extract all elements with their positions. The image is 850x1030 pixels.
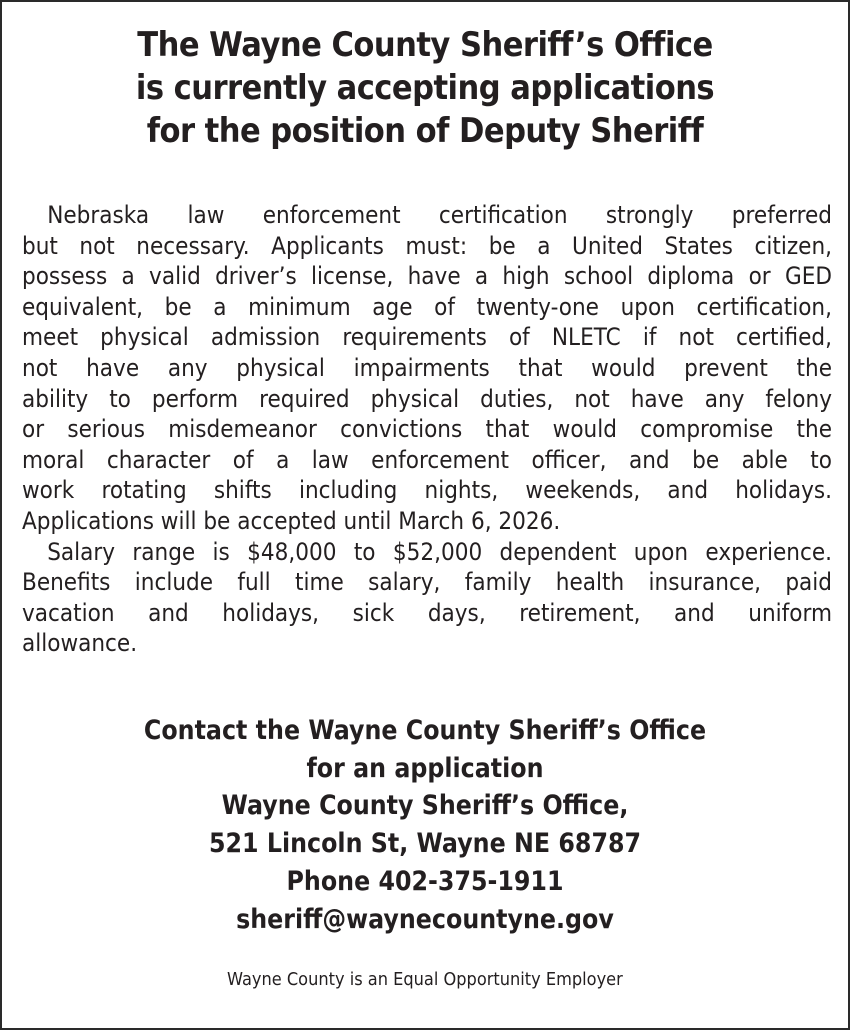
body-line: Nebraska law enforcement certification strongly preferred [47,201,832,229]
body-line: vacation and holidays, sick days, retirement, and uniform [22,598,832,627]
equal-opportunity-statement [2,968,848,992]
body-line: possess a valid driver’s license, have a high school diploma or GED [22,262,832,291]
contact-block [2,712,848,938]
headline-line-3: for the position of Deputy Sheriff [146,111,704,151]
salary-benefits-paragraph [22,537,832,659]
deadline-line: Applications will be accepted until March 6, 2026. [22,506,561,535]
body-line: Benefits include full time salary, family health insurance, paid [22,568,832,597]
headline-line-2: is currently accepting applications [135,68,715,108]
body-line: or serious misdemeanor convictions that would compromise the [22,415,832,444]
office-email: sheriff@waynecountyne.gov [236,903,614,935]
eoe-text: Wayne County is an Equal Opportunity Employer [227,969,623,990]
body-line: equivalent, be a minimum age of twenty-one upon certification, [22,292,832,321]
office-name: Wayne County Sheriff’s Office, [221,790,629,822]
salary-line: Salary range is $48,000 to $52,000 dependent upon experience. [47,537,832,566]
body-line: ability to perform required physical duties, not have any felony [22,384,832,413]
body-line: not have any physical impairments that would prevent the [22,353,832,382]
body-line: but not necessary. Applicants must: be a United States citizen, [22,231,832,260]
ad-headline [2,24,848,153]
body-line: work rotating shifts including nights, weekends, and holidays. [22,476,832,505]
contact-heading-line-1: Contact the Wayne County Sheriff’s Office [143,715,707,746]
headline-line-1: The Wayne County Sheriff’s Office [137,25,713,65]
body-line: allowance. [22,629,138,658]
requirements-paragraph [22,200,832,537]
office-phone: Phone 402-375-1911 [286,865,564,897]
ad-body [22,200,832,659]
body-line: moral character of a law enforcement officer, and be able to [22,445,832,474]
office-address: 521 Lincoln St, Wayne NE 68787 [208,828,642,860]
contact-heading-line-2: for an application [306,752,544,784]
body-line: meet physical admission requirements of NLETC if not certified, [22,323,832,352]
